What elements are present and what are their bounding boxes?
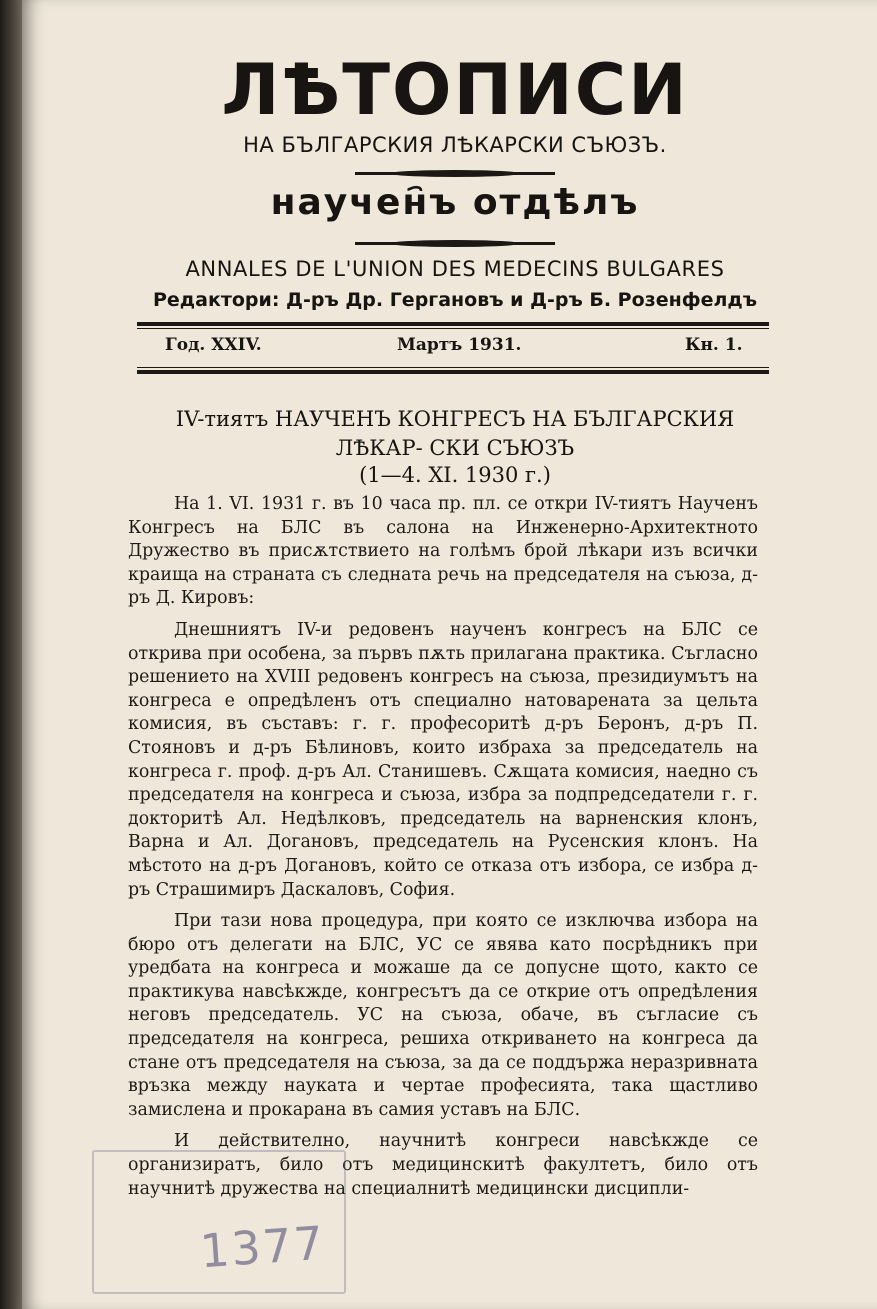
issue-book: Кн. 1. — [685, 335, 743, 355]
section-title: научен҄ъ отдѣлъ — [270, 182, 640, 223]
header-rule-bottom-thin — [137, 367, 769, 368]
article-dates: (1—4. XI. 1930 г.) — [359, 463, 551, 487]
article-body — [128, 493, 758, 1209]
issue-year: Год. XXIV. — [165, 335, 262, 355]
header-rule-bottom — [137, 370, 769, 374]
paragraph: Днешниятъ IV-и редовенъ наученъ конгресъ на БЛС се открива при особена, за първъ пѫть прилагана практика. Съгласно решението на XVIII редовенъ конгресъ на съюза, президиумътъ на конгреса е опредѣленъ отъ специално натоварената за цельта комисия, въ съставъ: г. г. професоритѣ д-ръ Беронъ, д-ръ П. Стояновъ и д-ръ Бѣлиновъ, които избраха за председатель на конгреса г. проф. д-ръ Ал. Станишевъ. Сѫщата комисия, наедно съ председателя на конгреса и съюза, избра за подпредседатели г. г. докторитѣ Ал. Недѣлковъ, председатель на варненския клонъ, Варна и Ал. Догановъ, председатель на Русенския клонъ. На мѣстото на д-ръ Догановъ, който се отказа отъ избора, се избра д-ръ Страшимиръ Даскаловъ, София. — [128, 619, 758, 900]
paragraph: При тази нова процедура, при която се изключва избора на бюро отъ делегати на БЛС, УС се явява като посрѣдникъ при уредбата на конгреса и можаше да се допусне щото, както се практикува навсѣкжде, конгресътъ да се открие отъ опредѣления неговъ председатель. УС на съюза, обаче, въ съгласие съ председателя на конгреса, решиха откриването на конгреса да стане отъ председателя на съюза, за да се поддържа неразривната връзка между науката и чертае професията, така щастливо замислена и прокарана въ самия уставъ на БЛС. — [128, 911, 758, 1120]
article-title: IV-тиятъ НАУЧЕНЪ КОНГРЕСЪ НА БЪЛГАРСКИЯ ЛѢКАР- СКИ СЪЮЗЪ — [175, 407, 735, 460]
paragraph: На 1. VI. 1931 г. въ 10 часа пр. пл. се откри IV-тиятъ Наученъ Конгресъ на БЛС въ салона на Инженерно-Архитектното Дружество въ присѫтствието на голѣмъ брой лѣкари изъ всички краища на страната съ следната речь на председателя на съюза, д-ръ Д. Кировъ: — [128, 494, 758, 609]
editors-line: Редактори: Д-ръ Др. Гергановъ и Д-ръ Б. Розенфелдъ — [152, 289, 757, 311]
header-rule-top — [137, 322, 769, 326]
book-spine — [0, 0, 22, 1309]
header-rule-top-thin — [137, 328, 769, 329]
journal-title: ЛѢТОПИСИ — [221, 49, 689, 131]
ornament-divider-top — [355, 172, 555, 175]
paragraph: И действително, научнитѣ конгреси навсѣкжде се организиратъ, било отъ медицинскитѣ факултетъ, било отъ научнитѣ дружества на специалнитѣ медицински дисципли- — [128, 1131, 758, 1199]
french-title: ANNALES DE L'UNION DES MEDECINS BULGARES — [185, 257, 725, 281]
issue-date: Мартъ 1931. — [397, 335, 522, 355]
stamp-number: 1377 — [198, 1215, 327, 1279]
journal-subtitle: НА БЪЛГАРСКИЯ ЛѢКАРСКИ СЪЮЗЪ. — [243, 133, 667, 157]
ornament-divider-bottom — [355, 242, 555, 245]
